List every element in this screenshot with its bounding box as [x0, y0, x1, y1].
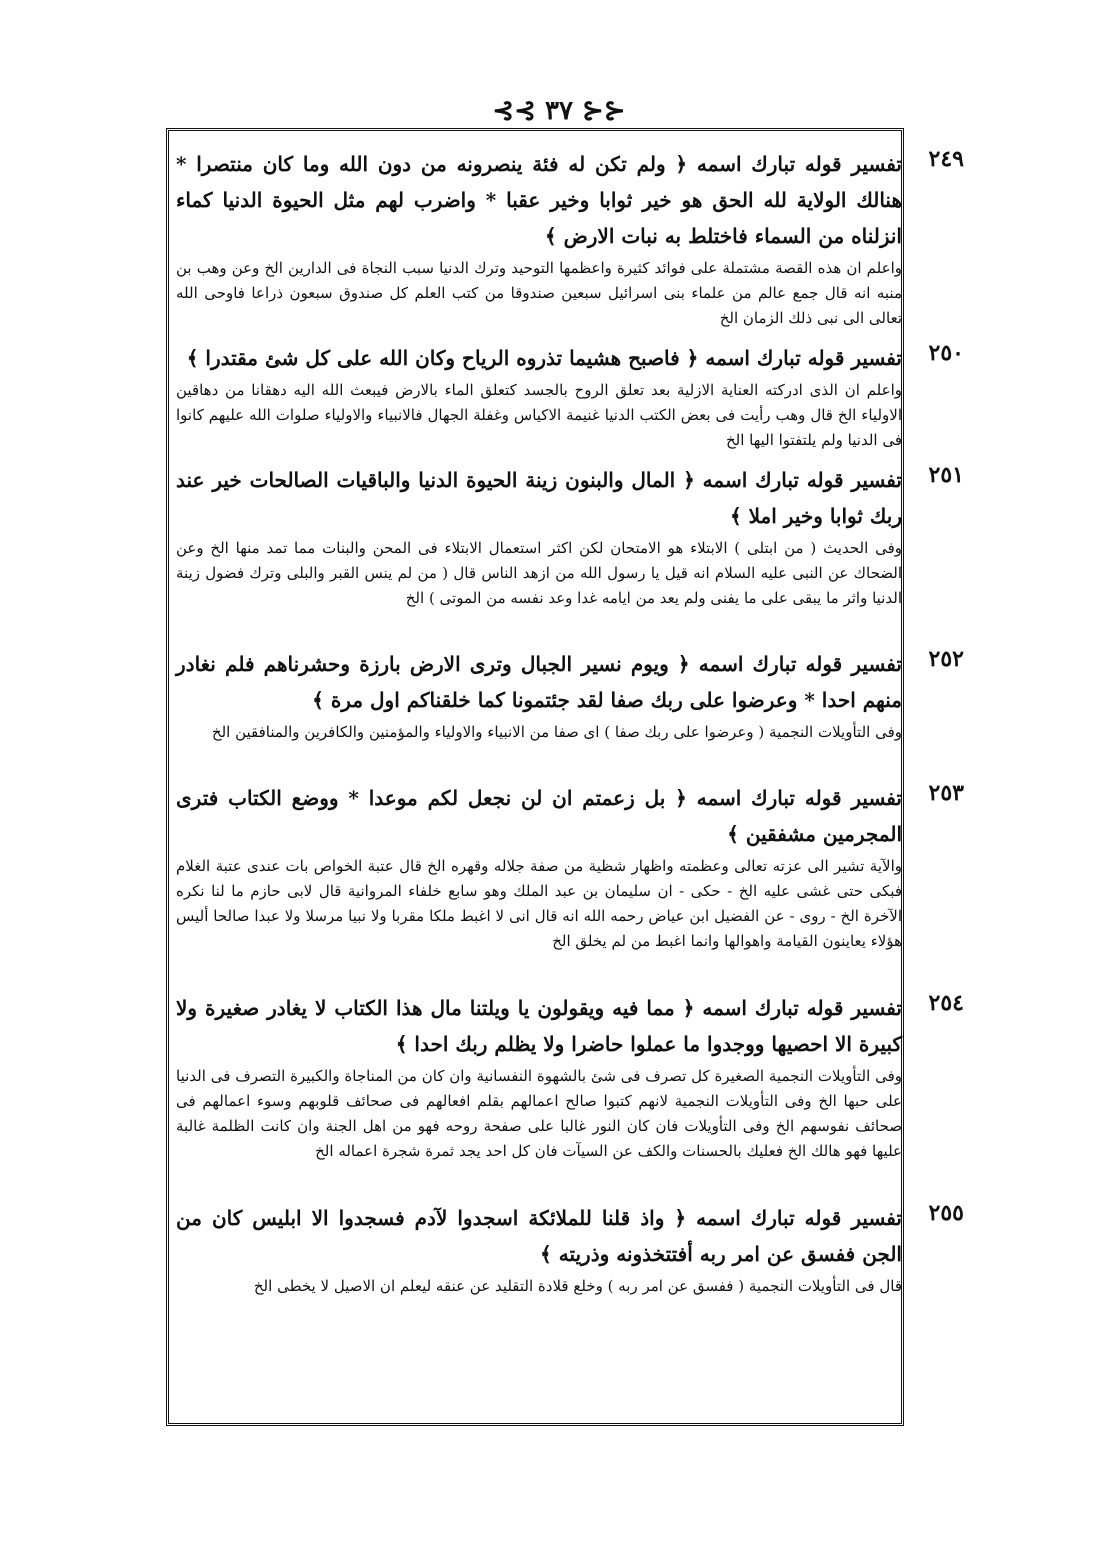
entry-number: ٢٥٠: [928, 340, 964, 366]
commentary: وفى الحديث ( من ابتلى ) الابتلاء هو الامتحان لكن اكثر استعمال الابتلاء فى المحن والبنات مما تمد منها الخ وعن الضحاك عن النبى عليه السلام انه قيل يا رسول الله من ازهد الناس قال ( من لم ينس القبر والبلى وترك فضول زينة الدنيا واثر ما يبقى على ما يفنى ولم يعد من ايامه غدا وعد نفسه من الموتى ) الخ: [176, 539, 902, 607]
page-number-text: ٣٧: [545, 96, 573, 126]
verse-heading: تفسير قوله تبارك اسمه ﴿ المال والبنون زينة الحيوة الدنيا والباقيات الصالحات خير عند ربك ثوابا وخير املا ﴾: [176, 468, 902, 528]
entry-number: ٢٤٩: [928, 146, 964, 172]
entry-number: ٢٥٢: [928, 646, 964, 672]
verse-heading: تفسير قوله تبارك اسمه ﴿ فاصبح هشيما تذروه الرياح وكان الله على كل شئ مقتدرا ﴾: [186, 346, 902, 370]
verse-heading: تفسير قوله تبارك اسمه ﴿ ولم تكن له فئة ينصرونه من دون الله وما كان منتصرا * هنالك الولاية لله الحق هو خير ثوابا وخير عقبا * واضرب لهم مثل الحيوة الدنيا كماء انزلناه من السماء فاختلط به نبات الارض ﴾: [176, 152, 902, 248]
ornament-right: ⊱⊱: [572, 96, 626, 126]
entry-number: ٢٥٤: [928, 990, 964, 1016]
entry-254: [176, 990, 964, 1194]
verse-heading: تفسير قوله تبارك اسمه ﴿ بل زعمتم ان لن نجعل لكم موعدا * ووضع الكتاب فترى المجرمين مشفقين ﴾: [176, 786, 902, 846]
verse-heading: تفسير قوله تبارك اسمه ﴿ ويوم نسير الجبال وترى الارض بارزة وحشرناهم فلم نغادر منهم احدا * وعرضوا على ربك صفا لقد جئتمونا كما خلقناكم اول مرة ﴾: [176, 652, 902, 712]
entry-255: [176, 1200, 964, 1300]
commentary: واعلم ان هذه القصة مشتملة على فوائد كثيرة واعظمها التوحيد وترك الدنيا سبب النجاة فى الدارين الخ وعن وهب بن منبه انه قال جمع عالم من علماء بنى اسرائيل سبعين صندوقا من كتب العلم كل صندوق سبعون ذراعا فاوحى الله تعالى الى نبى ذلك الزمان الخ: [176, 259, 902, 327]
commentary: وفى التأويلات النجمية الصغيرة كل تصرف فى شئ بالشهوة النفسانية وان كان من المناجاة والكبيرة التصرف فى الدنيا على حبها الخ وفى التأويلات النجمية لانهم كتبوا صالح اعمالهم بقلم افعالهم فى صحائف قلوبهم وسوء اعمالهم فى صحائف نفوسهم الخ وفى التأويلات فان كان النور غالبا على صفحة روحه فهو من اهل الجنة وان كانت الظلمة غالبة عليها فهو هالك الخ فعليك بالحسنات والكف عن السيآت فان كل احد يجد ثمرة شجرة اعماله الخ: [176, 1067, 902, 1160]
entry-253: [176, 780, 964, 984]
entry-number: ٢٥٥: [928, 1200, 964, 1226]
page-body: [176, 146, 964, 1306]
entry-251: [176, 462, 964, 640]
entry-249: [176, 146, 964, 334]
commentary: قال فى التأويلات النجمية ( ففسق عن امر ربه ) وخلع قلادة التقليد عن عنقه ليعلم ان الاصيل لا يخطى الخ: [253, 1277, 902, 1295]
commentary: وفى التأويلات النجمية ( وعرضوا على ربك صفا ) اى صفا من الانبياء والاولياء والمؤمنين والكافرين والمنافقين الخ: [211, 723, 902, 741]
page-number: [0, 96, 1118, 126]
entry-number: ٢٥١: [928, 462, 964, 488]
ornament-left: ⊰⊰: [492, 96, 546, 126]
entry-number: ٢٥٣: [928, 780, 964, 806]
entry-252: [176, 646, 964, 774]
verse-heading: تفسير قوله تبارك اسمه ﴿ واذ قلنا للملائكة اسجدوا لآدم فسجدوا الا ابليس كان من الجن ففسق عن امر ربه أفتتخذونه وذريته ﴾: [176, 1206, 902, 1266]
commentary: واعلم ان الذى ادركته العناية الازلية بعد تعلق الروح بالجسد كتعلق الماء بالارض فيبعث الله اليه دهقانا من دهاقين الاولياء الخ قال وهب رأيت فى بعض الكتب الدنيا غنيمة الاكياس وغفلة الجهال فالانبياء والاولياء صلوات الله عليهم كانوا فى الدنيا ولم يلتفتوا اليها الخ: [176, 381, 902, 449]
verse-heading: تفسير قوله تبارك اسمه ﴿ مما فيه ويقولون يا ويلتنا مال هذا الكتاب لا يغادر صغيرة ولا كبيرة الا احصيها ووجدوا ما عملوا حاضرا ولا يظلم ربك احدا ﴾: [176, 996, 902, 1056]
commentary: والآية تشير الى عزته تعالى وعظمته واظهار شظية من صفة جلاله وقهره الخ قال عتبة الخواص بات عندى عتبة الغلام فبكى حتى غشى عليه الخ - حكى - ان سليمان بن عبد الملك وهو سابع خلفاء المروانية قال لابى حازم ما لنا نكره الآخرة الخ - روى - عن الفضيل ابن عياض رحمه الله انه قال انى لا اغبط ملكا مقربا ولا نبيا مرسلا ولا عبدا صالحا أليس هؤلاء يعاينون القيامة واهوالها وانما اغبط من لم يخلق الخ: [176, 857, 902, 950]
entry-250: [176, 340, 964, 456]
